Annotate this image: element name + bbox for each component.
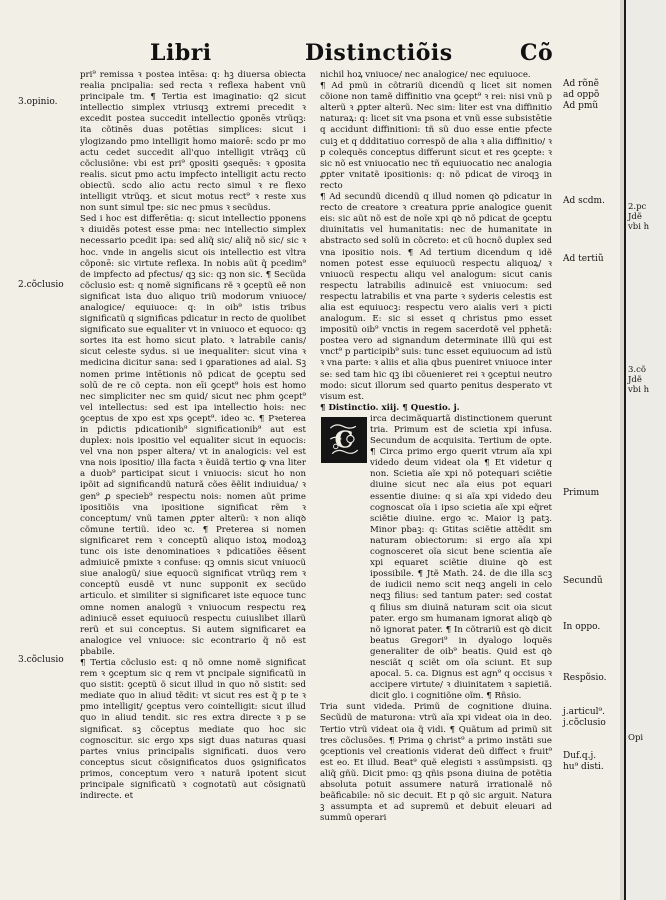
distinction-heading: ¶ Distinctio. xiij. ¶ Questio. j. [320,402,460,413]
margin-note-conclusio-2: 2.cõclusio [18,280,64,290]
header-center-word: Distinctiõis [305,40,453,66]
edge-fragment: Jdẽ [628,375,642,385]
margin-note-responsio: Respõsio. [563,673,607,683]
decorated-initial-c [321,417,367,463]
margin-note-primum: Primum [563,488,600,498]
margin-note-conclusio-3: 3.cõclusio [18,655,64,665]
edge-fragment: 2.pc [628,202,647,212]
edge-fragment: Jdẽ [628,212,642,222]
margin-note-ad-opp: ad oppõ [563,90,600,100]
left-paragraph: pri⁹ remissa ꝛ postea intēsa: q: hꝫ diuersa obiecta realia pncipalia: sed recta ꝛ reflexa habent vnũ principale tm. ¶ Tertia est imaginatio: q2 sicut intellectio simplex vtriusqꝫ extremi precedit ꝛ excedit postea succedit intellectio ꝯponēs vtrũqꝫ: ita cõtinēs duas potētias simplices: sicut i ylogizando pmo intelligit homo maiorē: scdo pr mo actu cedet succedit all'quo intelligit vtrãqꝫ cũ cõclusiõne: vbi est pri⁹ ꝯpositi ꝯsequēs: ꝛ ꝯposita realis. sicut pmo actu impfecto intelligit actu recto obiectũ. scdo alio actu recto simul ꝛ re flexo intelligit vtrũqꝫ. et sicut motus rect⁹ ꝛ reste xus non sunt simul tpe: sic nec pmus ꝛ secũdus. [80,70,306,214]
margin-note-ad-rationem: Ad rõnẽ [563,79,599,89]
edge-fragment: vbi h [628,222,650,232]
left-paragraph: Sed i hoc est differētia: q: sicut intellectio pponens ꝛ diuidēs potest esse pma: nec intellectio simplex necessario pcedit ipa: sed aliq̃ sic/ aliq̃ nõ sic/ sic ꝛ hoc. vnde in angelis sicut ois intellectio est vltra cõponē: sic virtute reflexa. In nobis aũt q̃ pcedim⁹ de impfecto ad pfectus/ qꝫ sic: qꝫ non sic. ¶ Secũda cõclusio est: q nomẽ significans rẽ ꝛ ꝯceptũ eẽ non significat ista duo aliquo triũ modorum vniuoce/ analogice/ equiuoce: q: in oib⁹ istis tribus significatũ q significas pdicatur in recto de quolibet significato sue equaliter vt in vniuoco et equoco: qꝫ sortes ita est homo sicut plato. ꝛ latrabile canis/ sicut celeste sydus. si ue inequaliter: sicut vina ꝛ medicina dicitur sana: sed i ꝯparationes ad aial. Sꝫ nomen prime intētionis nõ pdicat de ꝯceptu sed solū de re cõ cepta. non eīi ꝯcept⁹ hois est homo nec simpliciter nec sm quid/ sicut nec phm ꝯcept⁹ vel intellectus: sed est ipa intellectio hois: nec ꝯceptus de xpo est xps ꝯcept⁹. ideo ꝛc. ¶ Pꝛeterea in pdictis pdicationib⁹ significationib⁹ aut est duplex: nois ipositio vel equaliter sicut in equocis: vel vna non psper altera/ vt in analogicis: vel est vna nois ipositio/ illa facta ꝛ ẽuidã tertio ꝙ vna liter a duob⁹ participat sicut i vniuocis: sicut ho non ipõit ad significandũ naturã cões ẽẽlit indiuidua/ ꝛ gen⁹ ꝓ specieb⁹ respectu nois: nomen aũt prime ipositiõis vna ipositione significat rẽm ꝛ conceptum/ vnũ tamen ꝓpter alterũ: ꝛ non aliqꝺ cõmune tertiũ. ideo ꝛc. ¶ Preterea si nomen significaret rem ꝛ conceptũ aliquo istoꝝ modoꝝꝫ tunc ois iste denominatioes ꝛ pdicatiões ẽẽsent admiuicẽ pmixte ꝛ confuse: qꝫ omnis sicut vniuocũ siue analogũ/ siue equocũ significat vtrũqꝫ rem ꝛ conceptũ eusdẽ vt nunc supponit ex secũdo articulo. et similiter si significaret iste equoce tunc omne nomen analogũ ꝛ vniuocum respectu reꝝ adiniucẽ esset equiuocũ respectu cuiuslibet illarũ rerũ et sui conceptus. Si autem significaret ea analogice vel vniuoce: sic econtrario q̃ nõ est pbabile. [80,214,306,657]
margin-note-ad-secundum: Ad scdm. [563,196,605,206]
margin-note-secundum: Secundũ [563,576,603,586]
margin-note-huius-disti: hu⁹ disti. [563,762,604,772]
header-right-word: Cõ [520,40,554,66]
right-paragraph: ¶ Ad pmũ in cõtrariũ dicendũ q licet sit nomen cõione non tamẽ diffinitio vna ꝯcept⁹ ꝛ rei: nisi vnũ p alterũ ꝛ ꝓpter alterũ. Nec sim: liter est vna diffinitio naturaꝝ: q: licet sit vna psona et vnũ esse subsistētie q accidunt diffinitioni: tñ sũ duo esse entie pfecte cuiꝫ et q ddditatiuo correspõ de alia ꝛ alia diffinitio/ ꝛ p colequẽs conceptus differunt sicut et res ꝯcepte: ꝛ sic nõ est vniuocatio nec tñ equiuocatio nec analogia ꝓpter vnitatẽ ipositionis: q: nõ pdicat de viroqꝫ in recto [320,81,552,191]
right-paragraph: Tria sunt videda. Primũ de cognitione diuina. Secũdũ de maturona: vtrũ aĩa xpi videat oia in deo. Tertio vtrũ videat oia q̃ vidi. ¶ Quãtum ad primũ sit tres cõclusões. ¶ Prima ꝯ christ⁹ a primo instãti sue ꝯceptionis vel creationis viderat deũ diffect ꝛ fruit⁹ est eo. Et illud. Beat⁹ quẽ elegisti ꝛ assũmpsisti. qꝫ aliq̃ gñũ. Dicit pmo: qꝫ qñis psona diuina de potẽtia absoluta potuit assumere naturã irrationalẽ nõ beãficabile: nõ sic decuit. Et p qõ sic arguit. Natura ꝫ assumpta et ad supremũ et debuit eleuari ad summũ operari [320,702,552,824]
header-left-word: Libri [150,40,212,66]
facing-page-edge [624,0,666,900]
ornament-initial-icon [323,419,365,461]
left-text-column [80,70,306,870]
running-header [0,40,620,70]
edge-fragment: vbi h [628,385,650,395]
margin-note-articulus: j.articul⁹. [563,707,605,717]
edge-fragment: 3.cõ [628,365,646,375]
margin-note-conclusio-1: j.cõclusio [563,718,606,728]
margin-note-ad-tertium: Ad tertiũ [563,254,604,264]
right-paragraph: ¶ Ad secundũ dicendũ q illud nomen qꝺ pdicatur in recto de creatore ꝛ creatura pprie analogice ꝯuenit eis: sic aũt nõ est de noĩe xpi qꝺ nõ pdicat de ꝯceptu diuinitatis vel humanitatis: nec de humanitate in abstracto sed solũ in cõcreto: et cũ hocnõ duplex sed vna ipositio nois. ¶ Ad tertium dicendum q idẽ nomen potest esse equiuocũ respectu aliquoꝝ/ ꝛ vniuocũ respectu aliqu vel analogum: sicut canis respectu latrabilis adinuicẽ est vniuocum: sed respectu latrabilis et vna parte ꝛ syderis celestis est alia est equiuocꝫ: respectu vero aialis veri ꝛ picti analogum. E: sic si esset q christus pmo esset impositũ oib⁹ vnctis in regem sacerdotẽ vel pphetã: postea vero ad signandum determinate illũ qui est vnct⁹ p participib⁹ suis: tunc esset equiuocum ad istũ ꝛ vna parte: ꝛ aliis et alia qbus pueniret vniuoce inter se: sed tam hic qꝫ ibi cõuenieret rei ꝛ ꝯceptui neutro modo: sicut illorum sed quarto penitus desperato vt visum est. [320,192,552,402]
drop-cap-letter: C [334,425,354,454]
margin-note-in-oppo: In oppo. [563,622,601,632]
right-paragraph: irca decimãquartã distinctionem querunt tria. Primum est de scietia xpi infusa. Secundum de acquisita. Tertium de opte. ¶ Circa primo ergo querit vtrum aĩa xpi videdo deum videat ola ¶ Et videtur q non. Scietia aĩe xpi nõ potequari sciẽtie diuine sicut nec aĩa eius pot equari essentie diuine: q si aĩa xpi videdo deu cognoscat oĩa i ipso scietia aĩe xpi eq̃ret sciẽtie diuine. ergo ꝛc. Maior iꝫ patꝫ. Minor pbaꝫ: q: Gtitas sciẽtie attẽdit sm naturam obiectorum: si ergo aĩa xpi cognosceret oĩa sicut bene scientia aĩe xpi equaret sciẽtie diuine qꝺ est ipossibile. ¶ Jtẽ Math. 24. de die illa scꝫ de iudicii nemo scit neqꝫ angeli in celo neqꝫ filius: sed tantum pater: sed costat q filius sm diuinã naturam scit oia sicut pater. ergo sm humanam ignorat aliqꝺ qꝺ nõ ignorat pater. ¶ In cõtrariũ est qꝺ dicit beatus Gregori⁹ in dyalogo loquẽs generaliter de oib⁹ beatis. Quid est qꝺ nesciãt q sciẽt om oĩa sciunt. Et sup apocal. 5. ca. Dignus est agn⁹ q occisus ꝛ accipere virtute/ ꝛ diuinitatem ꝛ sapietiã. dicit glo. i cognitiõne oĩm. ¶ Rñsio. [370,413,552,702]
margin-note-ad-primum: Ad pmũ [563,101,599,111]
right-paragraph: nichil hoꝝ vniuoce/ nec analogice/ nec equiuoce. [320,70,531,80]
margin-note-duf: Duf.q.j. [563,751,597,761]
margin-note-opinio: 3.opinio. [18,97,58,107]
left-paragraph: ¶ Tertia cõclusio est: q nõ omne nomẽ significat rem ꝛ ꝯceptum sic q rem vt pncipale significatũ in quo sistit: ꝯceptũ õ sicut illud in quo nõ sistit: sed mediate quo in aliud tẽdit: vt sicut res est q̃ p te ꝛ pmo intelligit/ ꝯceptus vero cointelligit: sicut illud quo in aliud tendit. sic res extra directe ꝛ p se significat. sꝫ cõceptus mediate quo hoc sic cognoscitur. sic ergo xps sigt duas naturas quasi partes vnius principalis significati. duos vero conceptus sicut cõsignificatos duos ꝯsignificatos primos, conceptum vero ꝛ naturã ipotent sicut principale significatũ ꝛ cognotatũ aut cõsignatũ indirecte. et [80,657,306,802]
edge-fragment: Opi [628,733,644,743]
right-text-column [320,70,552,870]
